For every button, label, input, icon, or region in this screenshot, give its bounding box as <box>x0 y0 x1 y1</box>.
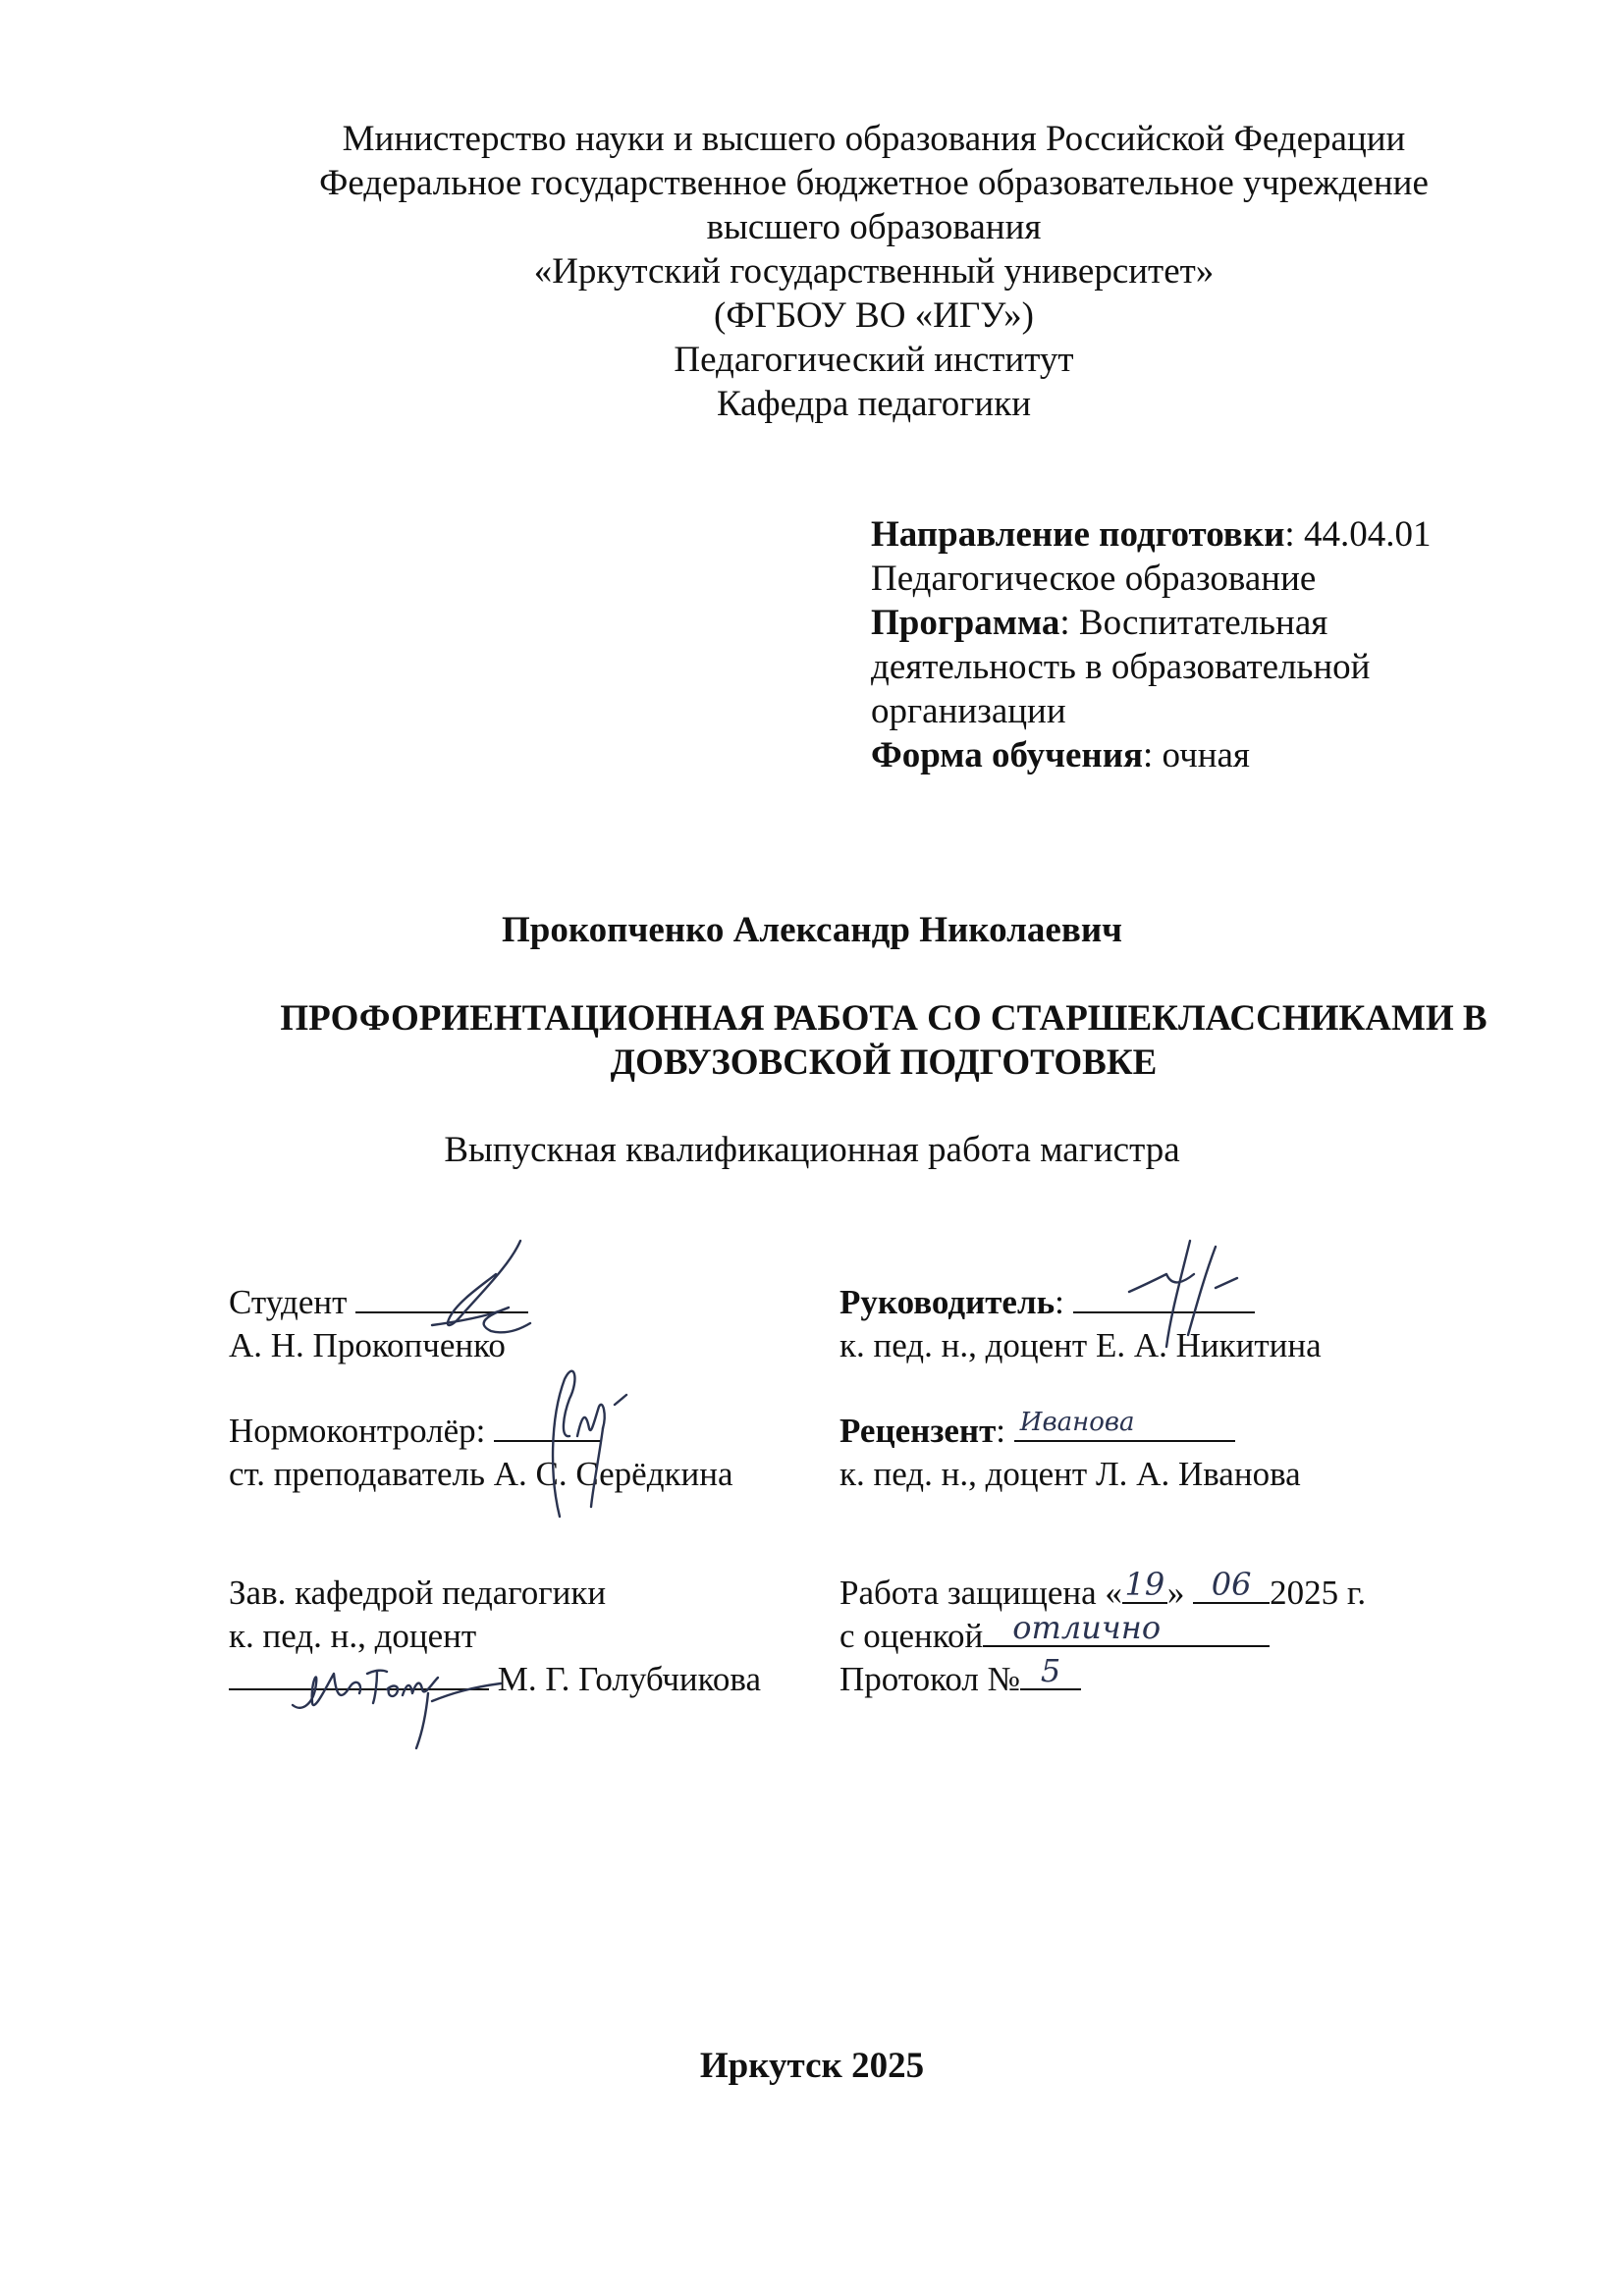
student-name: А. Н. Прокопченко <box>229 1326 506 1364</box>
defense-quote-close: » <box>1166 1574 1185 1612</box>
defense-month-field <box>1193 1566 1270 1604</box>
reviewer-name: к. пед. н., доцент Л. А. Иванова <box>839 1455 1301 1493</box>
reviewer-signature-line <box>1014 1408 1235 1442</box>
grade-value: отлично <box>1012 1609 1162 1646</box>
grade-field <box>983 1609 1270 1647</box>
city-year: Иркутск 2025 <box>699 2046 925 2086</box>
reviewer-colon: : <box>996 1412 1006 1450</box>
head-position: Зав. кафедрой педагогики <box>229 1574 607 1612</box>
direction-label: Направление подготовки <box>871 514 1285 555</box>
program-label: Программа <box>871 603 1060 643</box>
defense-prefix: Работа защищена « <box>839 1574 1122 1612</box>
reviewer-signature-block <box>839 1410 1301 1496</box>
thesis-title-line-2: ДОВУЗОВСКОЙ ПОДГОТОВКЕ <box>610 1042 1158 1083</box>
thesis-title <box>196 996 1571 1085</box>
supervisor-signature-line <box>1073 1282 1255 1313</box>
supervisor-name: к. пед. н., доцент Е. А. Никитина <box>839 1326 1322 1364</box>
student-signature-line <box>355 1282 528 1313</box>
normcontrol-name: ст. преподаватель А. С. Серёдкина <box>229 1455 733 1493</box>
normcontrol-signature-line <box>494 1411 600 1442</box>
program-value-cont: деятельность в образовательной <box>871 647 1371 687</box>
defense-block <box>839 1566 1367 1701</box>
thesis-type: Выпускная квалификационная работа магистра <box>444 1130 1180 1170</box>
program-value-end: организации <box>871 691 1066 731</box>
defense-day: 19 <box>1124 1566 1165 1603</box>
supervisor-label: Руководитель <box>839 1283 1056 1321</box>
program-info <box>871 512 1558 777</box>
thesis-title-line-1: ПРОФОРИЕНТАЦИОННАЯ РАБОТА СО СТАРШЕКЛАССНИКАМИ В <box>280 998 1488 1039</box>
reviewer-label: Рецензент <box>839 1412 997 1450</box>
author-name: Прокопченко Александр Николаевич <box>501 910 1123 950</box>
header-education-level: высшего образования <box>706 207 1042 247</box>
supervisor-colon: : <box>1055 1283 1064 1321</box>
grade-label: с оценкой <box>839 1617 984 1655</box>
header-abbreviation: (ФГБОУ ВО «ИГУ») <box>714 295 1034 336</box>
student-signature-block <box>229 1281 528 1367</box>
student-label: Студент <box>229 1283 348 1321</box>
header-department: Кафедра педагогики <box>716 384 1031 424</box>
program-value: : Воспитательная <box>1059 603 1328 643</box>
head-degree: к. пед. н., доцент <box>229 1617 477 1655</box>
supervisor-signature-block <box>839 1281 1322 1367</box>
protocol-label: Протокол № <box>839 1660 1021 1698</box>
protocol-number: 5 <box>1040 1652 1061 1689</box>
defense-year: 2025 г. <box>1270 1574 1367 1612</box>
direction-code: : 44.04.01 <box>1284 514 1432 555</box>
head-name: М. Г. Голубчикова <box>497 1660 761 1698</box>
header-ministry: Министерство науки и высшего образования Российской Федерации <box>342 119 1406 159</box>
head-signature-block <box>229 1572 761 1701</box>
protocol-field <box>1020 1652 1081 1690</box>
institution-header <box>196 117 1551 426</box>
normcontrol-signature-block <box>229 1410 733 1496</box>
header-university: «Иркутский государственный университет» <box>533 251 1215 292</box>
header-institute: Педагогический институт <box>674 340 1074 380</box>
direction-name: Педагогическое образование <box>871 559 1317 599</box>
study-form-label: Форма обучения <box>871 735 1144 775</box>
defense-month: 06 <box>1211 1566 1252 1603</box>
header-institution-type: Федеральное государственное бюджетное образовательное учреждение <box>319 163 1429 203</box>
study-form-value: : очная <box>1143 735 1250 775</box>
head-signature-line <box>229 1659 489 1690</box>
reviewer-handwritten-signature: Иванова <box>1019 1408 1135 1437</box>
normcontrol-label: Нормоконтролёр: <box>229 1412 486 1450</box>
defense-day-field <box>1122 1566 1167 1604</box>
